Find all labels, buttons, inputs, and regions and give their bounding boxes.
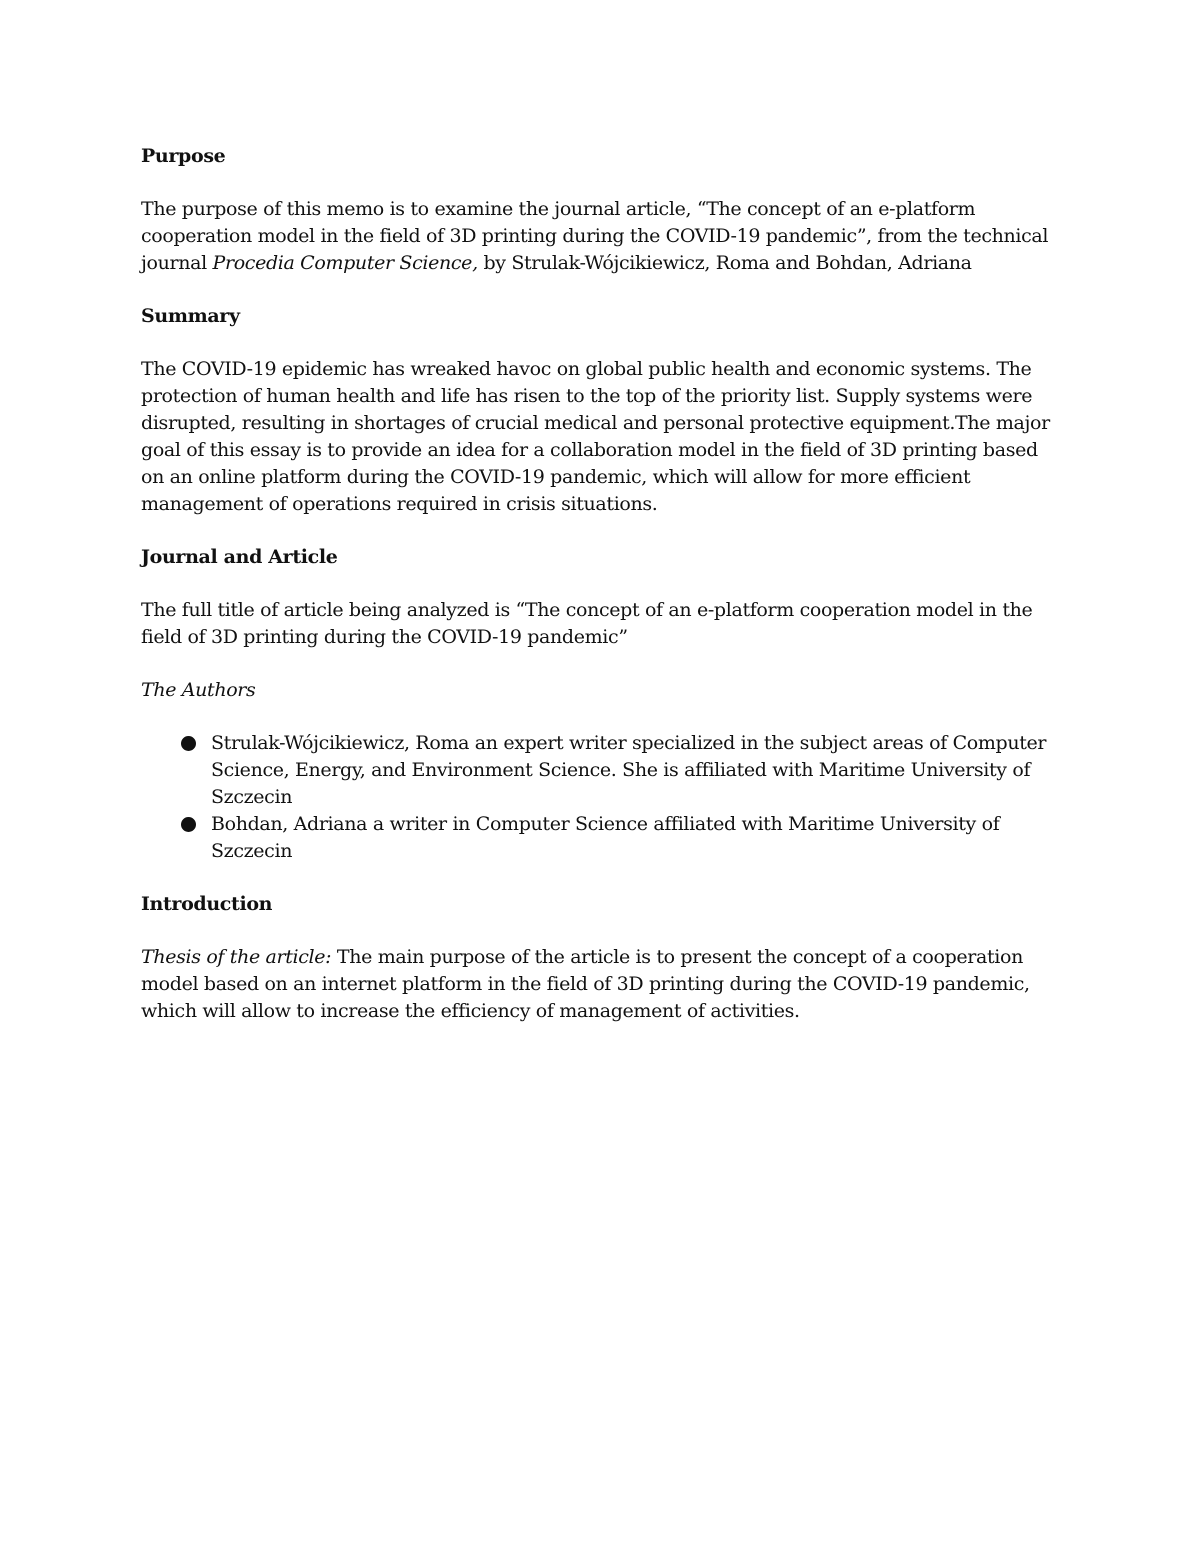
purpose-heading: Purpose: [141, 145, 226, 167]
purpose-paragraph: [141, 196, 1061, 277]
author-text: Strulak-Wójcikiewicz, Roma an expert writer specialized in the subject areas of Computer Science, Energy, and Environment Science. She is affiliated with Maritime University of Szczecin: [211, 732, 1047, 808]
introduction-heading: Introduction: [141, 893, 273, 915]
thesis-text: The main purpose of the article is to present the concept of a cooperation model based on an internet platform in the field of 3D printing during the COVID-19 pandemic, which will allow to increase the efficiency of management of activities.: [141, 946, 1030, 1022]
summary-paragraph: The COVID-19 epidemic has wreaked havoc on global public health and economic systems. The protection of human health and life has risen to the top of the priority list. Supply systems were disrupted, resulting in shortages of crucial medical and personal protective equipment.The major goal of this essay is to provide an idea for a collaboration model in the field of 3D printing based on an online platform during the COVID-19 pandemic, which will allow for more efficient management of operations required in crisis situations.: [141, 358, 1050, 515]
journal-name: Procedia Computer Science,: [212, 252, 478, 274]
authors-subheading: The Authors: [141, 679, 256, 701]
thesis-paragraph: [141, 944, 1061, 1025]
author-item: [141, 811, 1061, 865]
authors-list: [141, 730, 1061, 865]
bullet-icon: [181, 736, 196, 751]
thesis-label: Thesis of the article:: [141, 946, 332, 968]
purpose-text-intro: The purpose of this memo is to examine the journal article, “The concept of an e-platform cooperation model in the field of 3D printing during the COVID-19 pandemic”, from the technical journal: [141, 198, 1049, 274]
purpose-text-authors: by Strulak-Wójcikiewicz, Roma and Bohdan, Adriana: [477, 252, 972, 274]
memo-page: [141, 143, 1061, 1051]
bullet-icon: [181, 817, 196, 832]
journal-article-heading: Journal and Article: [141, 546, 338, 568]
journal-article-paragraph: The full title of article being analyzed is “The concept of an e-platform cooperation model in the field of 3D printing during the COVID-19 pandemic”: [141, 599, 1033, 648]
author-item: [141, 730, 1061, 811]
author-text: Bohdan, Adriana a writer in Computer Science affiliated with Maritime University of Szczecin: [211, 813, 1000, 862]
summary-heading: Summary: [141, 305, 240, 327]
